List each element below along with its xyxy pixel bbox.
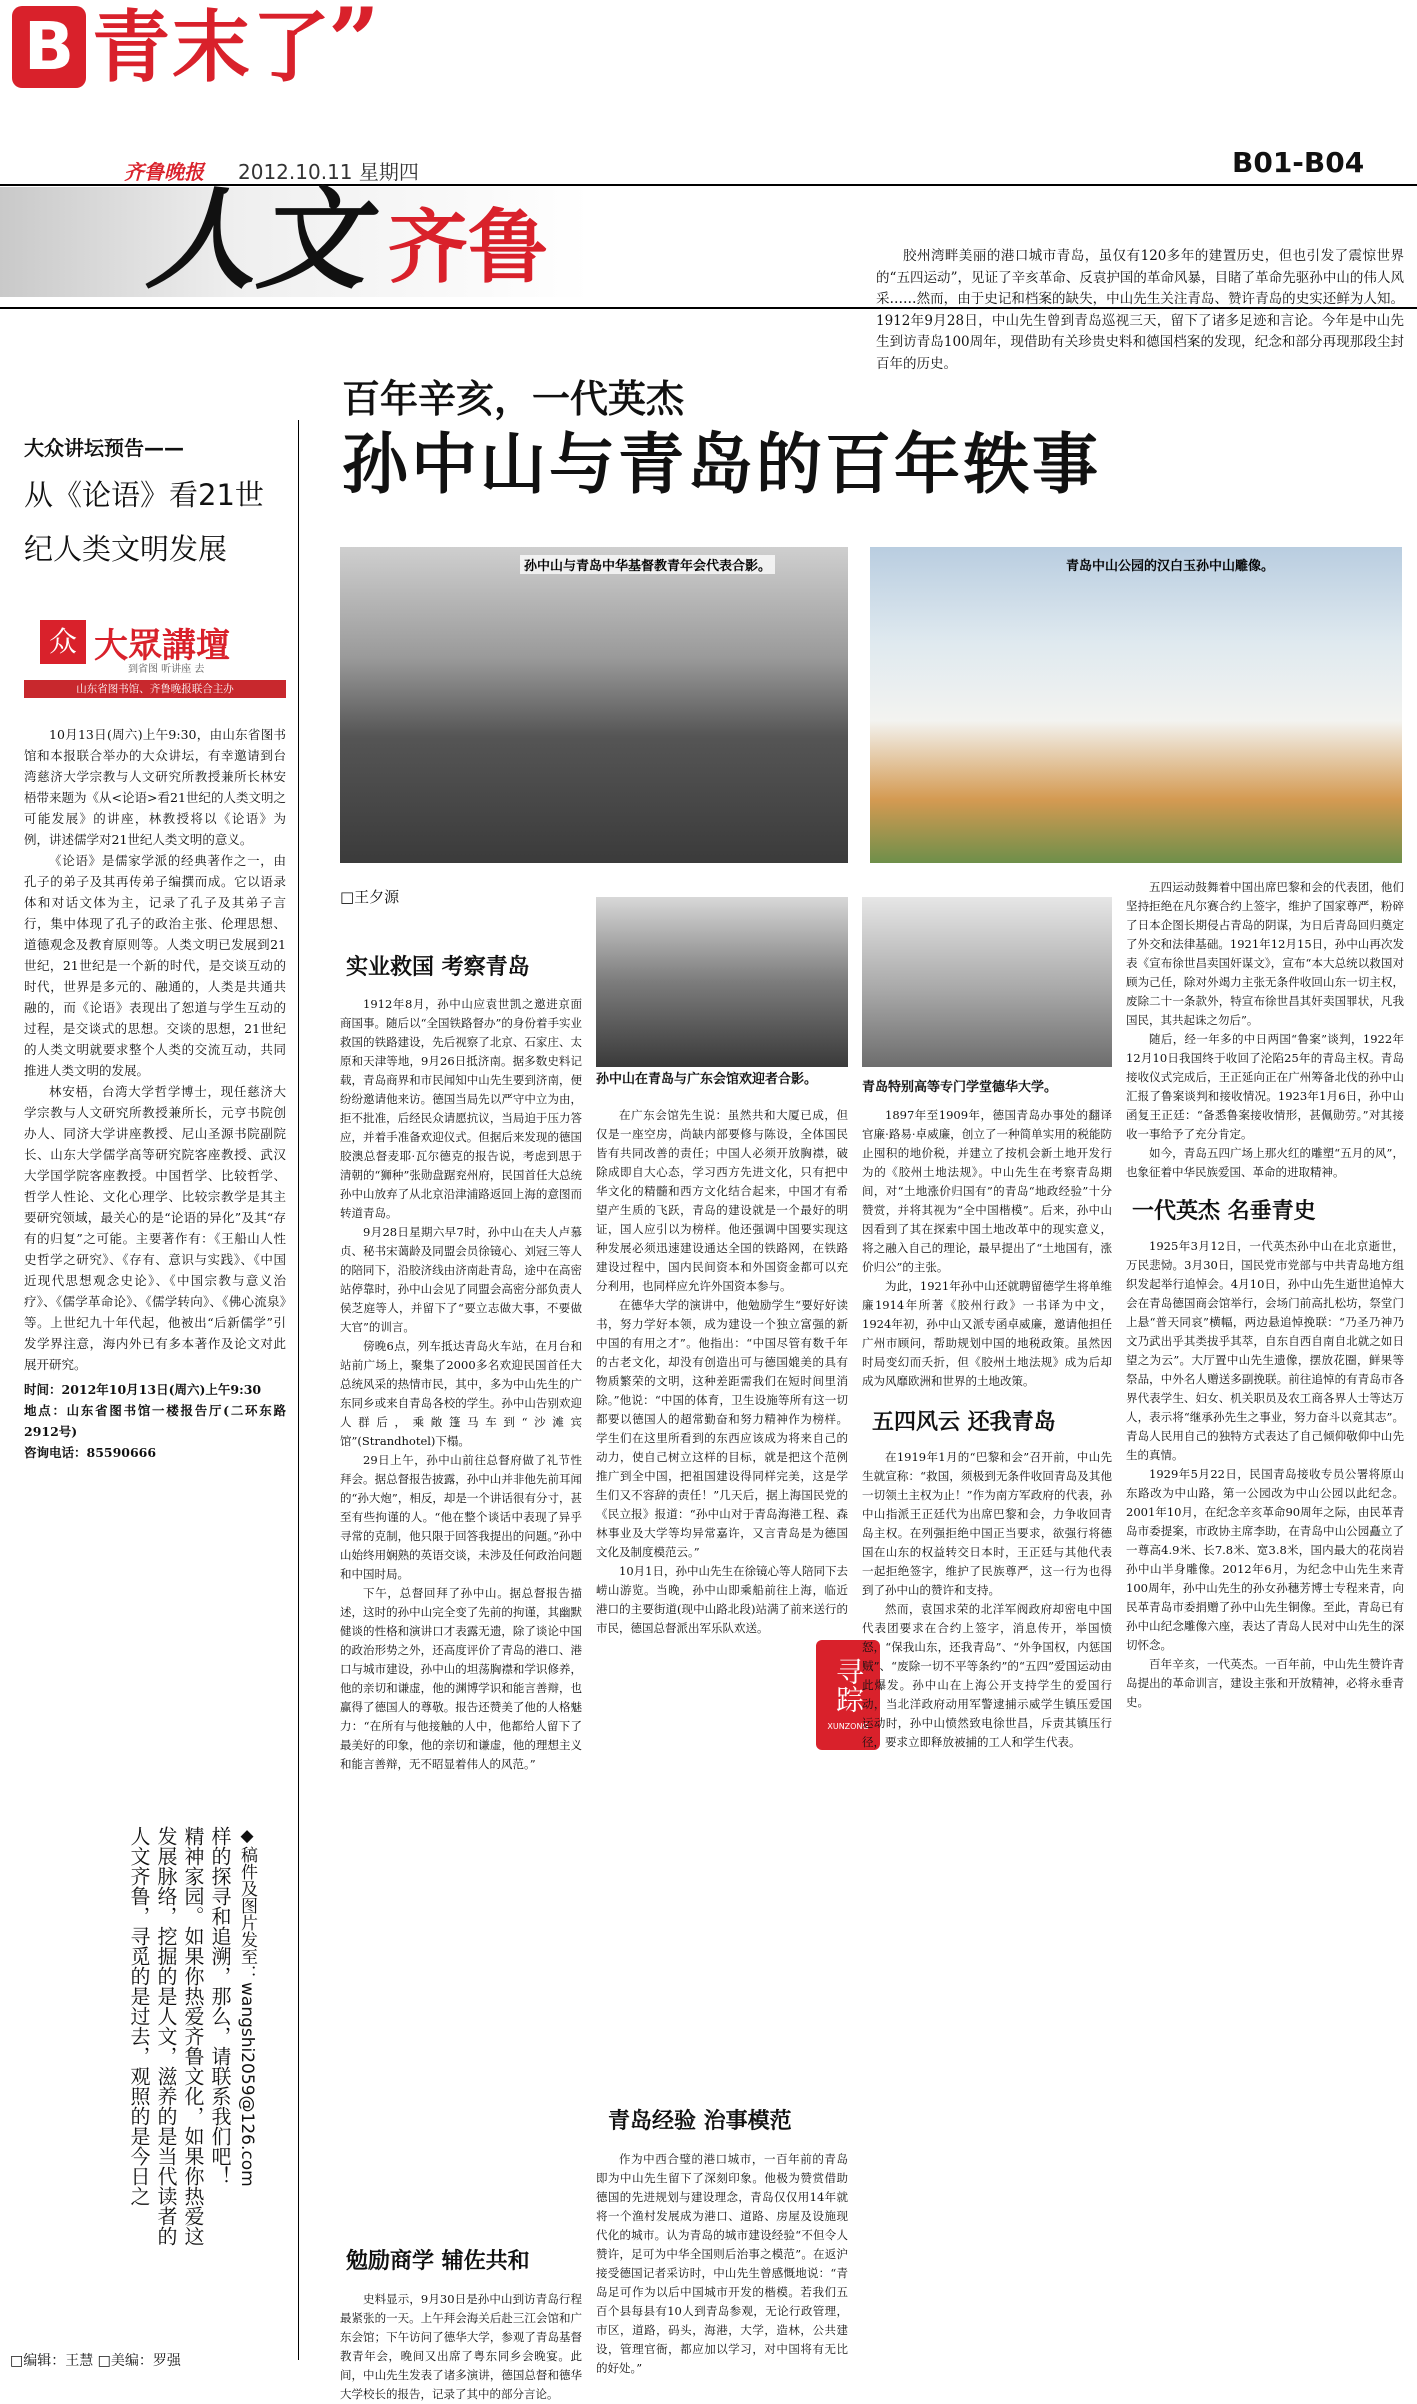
vertical-notice-line: 精神家园。如果你热爱齐鲁文化，如果你热爱这 [181, 1826, 205, 2246]
page-range: B01-B04 [1232, 146, 1365, 179]
paragraph: 在1919年1月的“巴黎和会”召开前，中山先生就宣称：“救国，须极到无条件收回青岛及其他一切领土主权为止！”作为南方军政府的代表，孙中山指派王正廷代为出席巴黎和会，力争收回青岛主权。在列强拒绝中国正当要求，欲强行将德国在山东的权益转交日本时，王正廷与其他代表一起拒绝签字，维护了民族尊严，这一行为也得到了孙中山的赞许和支持。 [862, 1450, 1112, 1597]
vertical-notice-line: ◆稿件及图片发至：wangshi2059@126.com [237, 1826, 257, 2187]
article-kicker: 百年辛亥，一代英杰 [342, 377, 685, 421]
section-title: 青岛经验 治事模范 [608, 2109, 792, 2134]
lecture-logo-icon: 众 [40, 620, 86, 664]
sidebar-label: 大众讲坛预告—— [24, 436, 184, 460]
paragraph: 如今，青岛五四广场上那火红的雕塑“五月的风”，也象征着中华民族爱国、革命的进取精神。 [1126, 1146, 1404, 1179]
column-3 [862, 1106, 1112, 1752]
paragraph: 1912年8月，孙中山应袁世凯之邀进京面商国事。随后以“全国铁路督办”的身份着手实业救国的铁路建设，先后视察了北京、石家庄、太原和天津等地，9月26日抵济南。据多数史料记载，青岛商界和市民闻知中山先生要到济南，便纷纷邀请他来访。德国当局先以严守中立为由，拒不批准，后经民众请愿抗议，当局迫于压力答应，并着手准备欢迎仪式。但据后来发现的德国胶澳总督麦耶·瓦尔德克的报告说，考虑到思于清朝的“狮种”张勋盘踞兖州府，民国首任大总统孙中山放弃了从北京沿津浦路返回上海的意图而转道青岛。 [340, 997, 582, 1220]
sidebar-body [24, 724, 286, 1463]
sidebar-divider [298, 420, 299, 2360]
paragraph: 10月1日，孙中山先生在徐镜心等人陪同下去崂山游览。当晚，孙中山即乘船前往上海，临近港口的主要街道(现中山路北段)站满了前来送行的市民，德国总督派出军乐队欢送。 [596, 1564, 848, 1635]
sidebar-paragraph: 林安梧，台湾大学哲学博士，现任慈济大学宗教与人文研究所教授兼所长，元亨书院创办人、同济大学讲座教授、尼山圣源书院副院长、山东大学儒学高等研究院客座教授、武汉大学国学院客座教授。中国哲学、比较哲学、哲学人性论、文化心理学、比较宗教学是其主要研究领域，最关心的是“论语的异化”及其“存有的归复”之可能。主要著作有：《王船山人性史哲学之研究》、《存有、意识与实践》、《中国近现代思想观念史论》、《中国宗教与意义治疗》、《儒学革命论》、《儒学转向》、《佛心流泉》等。上世纪九十年代起，他被出“后新儒学”引发学界注意，海内外已有多本著作及论文对此展开研究。 [24, 1084, 286, 1372]
paragraph: 1925年3月12日，一代英杰孙中山在北京逝世，万民悲恸。3月30日，国民党市党部与中共青岛地方组织发起举行追悼会。4月10日，孙中山先生逝世追悼大会在青岛德国商会馆举行，会场门前高扎松坊，祭堂门上悬“普天同哀”横幅，两边悬追悼挽联：“乃圣乃神乃文乃武出乎其类拔乎其萃，自东自西自南自北就之如日望之为云”。大厅置中山先生遗像，摆放花圈，鲜果等祭品，中外名人赠送多副挽联。前往追悼的有青岛市各界代表学生、妇女、机关职员及农工商各界人士等达万人，表示将“继承孙先生之事业，努力奋斗以竟其志”。青岛人民用自己的独特方式表达了自己倾仰敬仰中山先生的真情。 [1126, 1239, 1404, 1462]
column-1 [340, 918, 582, 1774]
lecture-place: 地点：山东省图书馆一楼报告厅(二环东路2912号) [24, 1403, 286, 1439]
lecture-logo-sub: 到省图 听讲座 去 [128, 664, 205, 675]
paragraph: 为此，1921年孙中山还就聘留德学生将单维廉1914年所著《胶州行政》一书译为中文，1924年初，孙中山又派专函卓威廉，邀请他担任广州市顾问，帮助规划中国的地税政策。虽然因时局变幻而夭折，但《胶州土地法规》成为后却成为风靡欧洲和世界的土地改策。 [862, 1279, 1112, 1388]
paragraph: 傍晚6点，列车抵达青岛火车站，在月台和站前广场上，聚集了2000多名欢迎民国首任大总统风采的热情市民，其中，多为中山先生的广东同乡或来自青岛各校的学生。孙中山告别欢迎人群后，乘敞篷马车到“沙滩宾馆”(Strandhotel)下榻。 [340, 1339, 582, 1448]
column-4 [1126, 878, 1404, 1712]
lecture-logo-strip: 山东省图书馆、齐鲁晚报联合主办 [24, 680, 286, 698]
lecture-phone: 咨询电话：85590666 [24, 1445, 157, 1460]
stamp-latin: XUNZONG [827, 1722, 869, 1731]
lecture-logo [24, 616, 286, 706]
title-quote-mark: ” [328, 0, 380, 94]
paragraph: 百年辛亥，一代英杰。一百年前，中山先生赞许青岛提出的革命训言，建设主张和开放精神，必将永垂青史。 [1126, 1657, 1404, 1709]
photo-caption: 孙中山与青岛中华基督教青年会代表合影。 [520, 555, 775, 574]
paragraph: 然而，袁国求荣的北洋军阀政府却密电中国代表团要求在合约上签字，消息传开，举国愤怒，“保我山东，还我青岛”、“外争国权，内惩国贼”、“废除一切不平等条约”的“五四”爱国运动由此爆发。孙中山在上海公开支持学生的爱国行动，当北洋政府动用军警逮捕示威学生镇压爱国运动时，孙中山愤然致电徐世昌，斥责其镇压行径，要求立即释放被捕的工人和学生代表。 [862, 1602, 1112, 1749]
article-intro: 胶州湾畔美丽的港口城市青岛，虽仅有120多年的建置历史，但也引发了震惊世界的“五四运动”，见证了辛亥革命、反袁护国的革命风暴，目睹了革命先驱孙中山的伟人风采……然而，由于史记和档案的缺失，中山先生关注青岛、赞许青岛的史实还鲜为人知。1912年9月28日，中山先生曾到青岛巡视三天，留下了诸多足迹和言论。今年是中山先生到访青岛100周年，现借助有关珍贵史料和德国档案的发现，纪念和部分再现那段尘封百年的历史。 [876, 248, 1404, 372]
photo-university [862, 897, 1112, 1067]
paragraph: 在广东会馆先生说：虽然共和大厦已成，但仅是一座空房，尚缺内部要修与陈设，全体国民皆有共同改善的责任；中国人必须开放胸襟，破除成即自大心态，学习西方先进文化，只有把中华文化的精髓和西方文化结合起来，中国才有希望产生质的飞跃，青岛的建设就是一个最好的明证，国人应引以为榜样。他还强调中国要实现这种发展必须迅速建设通达全国的铁路网，在铁路建设过程中，国内民间资本和外国资金都可以充分利用，也同样应允许外国资本参与。 [596, 1108, 848, 1293]
paragraph: 下午，总督回拜了孙中山。据总督报告描述，这时的孙中山完全变了先前的拘谨，其幽默健谈的性格和演讲口才表露无遗，除了谈论中国的政治形势之外，还高度评价了青岛的港口、港口与城市建设，孙中山的坦荡胸襟和学识修养，他的亲切和谦虚，他的渊博学识和能言善辩，也赢得了德国人的尊敬。报告还赞美了他的人格魅力：“在所有与他接触的人中，他都给人留下了最美好的印象，他的亲切和谦虚，他的理想主义和能言善辩，无不昭显着伟人的风范。” [340, 1586, 582, 1771]
paragraph: 在德华大学的演讲中，他勉励学生“要好好读书，努力学好本领，成为建设一个独立富强的新中国的有用之才”。他指出：“中国尽管有数千年的古老文化，却没有创造出可与德国媲美的具有物质繁荣的文明，这种差距需我们在短时间里消除。”他说：“中国的体育，卫生设施等所有这一切都要以德国人的超常勤奋和努力精神作为榜样。学生们在这里所看到的东西应该成为将来自己的动力，使自己树立这样的目标，就是把这个范例推广到全中国，把祖国建设得同样完美，这是学生们又不容辞的责任！”几天后，据上海国民党的《民立报》报道：“孙中山对于青岛海港工程、森林事业及大学等均异常嘉许，又言青岛是为德国文化及制度模范云。” [596, 1298, 848, 1559]
column-2-tail: 作为中西合璧的港口城市，一百年前的青岛即为中山先生留下了深刻印象。他极为赞赏借助德国的先进规划与建设理念，青岛仅仅用14年就将一个渔村发展成为港口、道路、房屋及设施现代化的城市。认为青岛的城市建设经验“不但令人赞许，足可为中华全国则后治事之模范”。在返沪接受德国记者采访时，中山先生曾感慨地说：“青岛足可作为以后中国城市开发的楷模。若我们五百个县每县有10人到青岛参观，无论行政管理，市区，道路，码头，海港，大学，造林，公共建设，管理官衙，都应加以学习，对中国将有无比的好处。” [596, 2152, 848, 2375]
paragraph: 29日上午，孙中山前往总督府做了礼节性拜会。据总督报告披露，孙中山并非他先前耳闻的“孙大炮”，相反，却是一个讲话很有分寸，甚至有些拘谨的人。“他在整个谈话中表现了异乎寻常的克制，他只限于回答我提出的问题。”孙中山始终用娴熟的英语交谈，未涉及任何政治问题和中国时局。 [340, 1453, 582, 1581]
column-2 [596, 1106, 848, 1638]
issue-date: 2012.10.11 星期四 [238, 160, 419, 184]
sidebar-paragraph: 10月13日(周六)上午9:30，由山东省图书馆和本报联合举办的大众讲坛，有幸邀请到台湾慈济大学宗教与人文研究所教授兼所长林安梧带来题为《从<论语>看21世纪的人类文明之可能发展》的讲座，林教授将以《论语》为例，讲述儒学对21世纪人类文明的意义。 [24, 727, 286, 847]
page-title: 青末了 [92, 3, 333, 93]
vertical-notice [60, 1826, 260, 2290]
lecture-time: 时间：2012年10月13日(周六)上午9:30 [24, 1382, 262, 1397]
stamp-text: 寻踪 [832, 1657, 865, 1713]
column-logo-left: 人文 [145, 175, 365, 304]
lecture-logo-text: 大眾講壇 [94, 626, 230, 666]
vertical-notice-line: 人文齐鲁，寻觅的是过去，观照的是今日之 [127, 1826, 151, 2206]
article-headline: 孙中山与青岛的百年轶事 [342, 426, 1101, 503]
byline: □王夕源 [340, 888, 400, 906]
section-title: 实业救国 考察青岛 [346, 955, 530, 980]
editors-credit: □编辑：王慧 □美编：罗强 [10, 2353, 181, 2369]
paragraph: 9月28日星期六早7时，孙中山在夫人卢慕贞、秘书宋蔼龄及同盟会员徐镜心、刘冠三等人的陪同下，沿胶济线由济南赴青岛，途中在高密站停靠时，孙中山会见了同盟会高密分部负责人侯芝庭等人，并留下了“要立志做大事，不要做大官”的训言。 [340, 1225, 582, 1334]
section-letter: B [23, 8, 75, 85]
column-1-tail: 史料显示，9月30日是孙中山到访青岛行程最紧张的一天。上午拜会海关后赴三江会馆和广东会馆；下午访问了德华大学，参观了青岛基督教青年会，晚间又出席了粤东同乡会晚宴。此间，中山先生发表了诸多演讲，德国总督和德华大学校长的报告，记录了其中的部分言论。 [340, 2292, 582, 2401]
section-title: 勉励商学 辅佐共和 [346, 2249, 530, 2274]
paragraph: 随后，经一年多的中日两国“鲁案”谈判，1922年12月10日我国终于收回了沦陷25年的青岛主权。青岛接收仪式完成后，王正延向正在广州筹备北伐的孙中山汇报了鲁案谈判和接收情况。1923年1月6日，孙中山函复王正廷：“备悉鲁案接收情形，甚佩勋劳。”对其接收一事给予了充分肯定。 [1126, 1032, 1404, 1141]
photo-caption: 青岛特别高等专门学堂德华大学。 [862, 1080, 1058, 1095]
sidebar-headline: 从《论语》看21世纪人类文明发展 [24, 478, 264, 566]
sidebar-paragraph: 《论语》是儒家学派的经典著作之一，由孔子的弟子及其再传弟子编撰而成。它以语录体和对话文体为主，记录了孔子及其弟子言行，集中体现了孔子的政治主张、伦理思想、道德观念及教育原则等。人类文明已发展到21世纪，21世纪是一个新的时代，是交谈互动的时代，世界是多元的、融通的，人类是共通共融的，而《论语》表现出了恕道与学生互动的过程，是交谈式的思想。交谈的思想，21世纪的人类文明就要求整个人类的交流互动，共同推进人类文明的发展。 [24, 853, 286, 1078]
photo-statue [870, 547, 1402, 863]
photo-guild-group [596, 897, 848, 1067]
paragraph: 五四运动鼓舞着中国出席巴黎和会的代表团，他们坚持拒绝在凡尔赛合约上签字，维护了国家尊严，粉碎了日本企图长期侵占青岛的阴谋，为日后青岛回归奠定了外交和法律基础。1921年12月15日，孙中山再次发表《宣布徐世昌卖国奸谋文》，宣布“本大总统以救国对顾为己任，除对外竭力主张无条件收回山东一切主权，废除二十一条款外，特宣布徐世昌其奸卖国罪状，凡我国民，其共起诛之勿后”。 [1126, 880, 1404, 1027]
column-logo-right: 齐鲁 [388, 201, 548, 294]
newspaper-logo: 齐鲁晚报 [124, 160, 204, 184]
photo-caption: 青岛中山公园的汉白玉孙中山雕像。 [1066, 559, 1275, 574]
section-title: 一代英杰 名垂青史 [1132, 1199, 1316, 1224]
paragraph: 1929年5月22日，民国青岛接收专员公署将原山东路改为中山路，第一公园改为中山公园以此纪念。2001年10月，在纪念辛亥革命90周年之际，由民革青岛市委提案，市政协主席李助，在青岛中山公园矗立了一尊高4.9米、长7.8米、宽3.8米，国内最大的花岗岩孙中山半身雕像。2012年6月，为纪念中山先生来青100周年，孙中山先生的孙女孙穗芳博士专程来青，向民革青岛市委捐赠了孙中山先生铜像。至此，青岛已有孙中山纪念雕像六座，表达了青岛人民对中山先生的深切怀念。 [1126, 1467, 1404, 1652]
vertical-notice-line: 样的探寻和追溯，那么，请联系我们吧！ [208, 1826, 232, 2186]
section-badge [12, 6, 86, 88]
photo-ymca-group [340, 547, 848, 863]
vertical-notice-line: 发展脉络，挖掘的是人文，滋养的是当代读者的 [154, 1826, 178, 2246]
paragraph: 1897年至1909年，德国青岛办事处的翻译官廉·路易·卓威廉，创立了一种简单实用的税能防止囤积的地价税，并建立了按机会新土地开发行为的《胶州土地法规》。中山先生在考察青岛期间，对“土地涨价归国有”的青岛“地政经验”十分赞赏，并将其视为“全中国楷模”。后来，孙中山因看到了其在探索中国土地改革中的现实意义，将之融入自己的理论，最早提出了“土地国有，涨价归公”的主张。 [862, 1108, 1112, 1274]
section-title: 五四风云 还我青岛 [872, 1410, 1056, 1435]
photo-caption: 孙中山在青岛与广东会馆欢迎者合影。 [596, 1072, 818, 1087]
